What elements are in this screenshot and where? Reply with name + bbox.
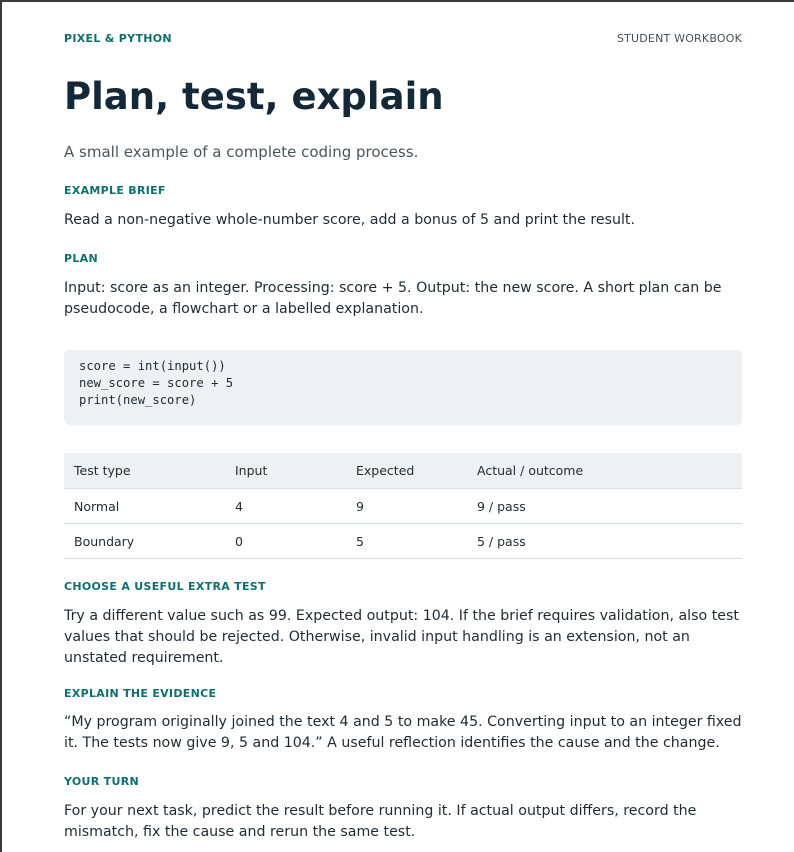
code-line: print(new_score) [79,393,197,407]
page-frame-left [0,0,2,852]
table-cell: 0 [225,524,346,559]
plan-heading: PLAN [64,252,98,265]
your-turn-text: For your next task, predict the result before running it. If actual output differs, record the mismatch, fix the cause and rerun the same test. [64,803,697,840]
plan-text: Input: score as an integer. Processing: score + 5. Output: the new score. A short plan can be pseudocode, a flowchart or a labelled explanation. [64,280,722,317]
table-cell: Boundary [64,524,225,559]
extra-test-text: Try a different value such as 99. Expected output: 104. If the brief requires validation, also test values that should be rejected. Otherwise, invalid input handling is an extension, not an unstated requirement. [64,608,739,666]
brand-label: PIXEL & PYTHON [64,32,172,45]
code-block [64,350,742,425]
header-bar [64,32,742,45]
page-frame-top [0,0,794,2]
table-cell: 5 / pass [467,524,742,559]
table-cell: Normal [64,489,225,524]
table-cell: 9 / pass [467,489,742,524]
table-cell: 4 [225,489,346,524]
brief-text: Read a non-negative whole-number score, add a bonus of 5 and print the result. [64,212,635,228]
brief-heading: EXAMPLE BRIEF [64,184,166,197]
page-subtitle: A small example of a complete coding process. [64,143,419,161]
column-header-actual: Actual / outcome [467,453,742,489]
workbook-label: STUDENT WORKBOOK [616,32,742,45]
page-title: Plan, test, explain [64,75,444,118]
table-row [64,524,742,559]
table-cell: 9 [346,489,467,524]
table-header-row [64,453,742,489]
table-row [64,489,742,524]
your-turn-heading: YOUR TURN [64,775,139,788]
column-header-test-type: Test type [64,453,225,489]
column-header-input: Input [225,453,346,489]
evidence-text: “My program originally joined the text 4 and 5 to make 45. Converting input to an integer fixed it. The tests now give 9, 5 and 104.” A useful reflection identifies the cause and the change. [64,714,742,751]
code-line: new_score = score + 5 [79,376,234,390]
evidence-heading: EXPLAIN THE EVIDENCE [64,687,217,700]
code-line: score = int(input()) [79,359,226,373]
test-table [64,453,742,559]
column-header-expected: Expected [346,453,467,489]
extra-test-heading: CHOOSE A USEFUL EXTRA TEST [64,580,266,593]
table-cell: 5 [346,524,467,559]
